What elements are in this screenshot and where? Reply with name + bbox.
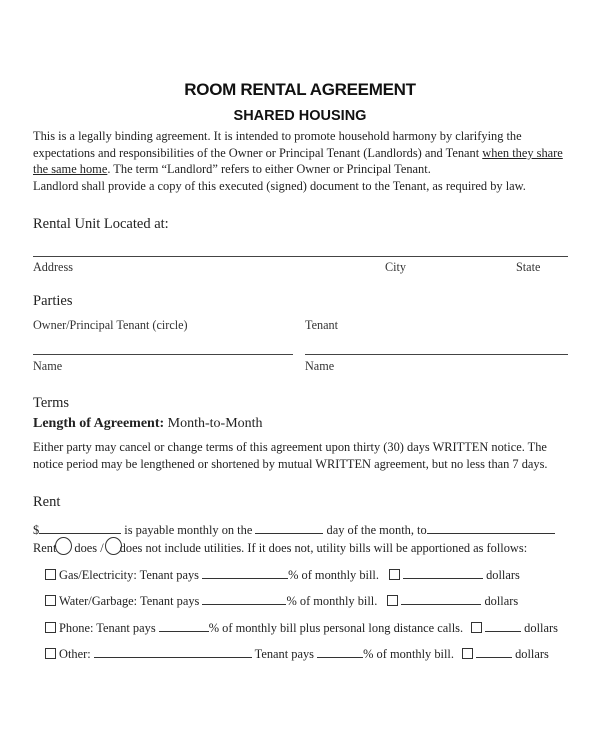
intro-line-4: Landlord shall provide a copy of this executed (signed) document to the Tenant, as required by law. — [33, 179, 526, 193]
utility-other: Other: Tenant pays % of monthly bill. dollars — [45, 646, 549, 662]
rent-heading: Rent — [33, 494, 61, 510]
utility-water-garbage: Water/Garbage: Tenant pays % of monthly bill. dollars — [45, 593, 518, 609]
rent-day-field[interactable] — [255, 522, 323, 534]
address-label: Address — [33, 260, 73, 274]
water-checkbox[interactable] — [45, 595, 56, 606]
does-not-circle-option[interactable] — [105, 537, 122, 555]
owner-name-label: Name — [33, 359, 63, 373]
phone-checkbox[interactable] — [45, 622, 56, 633]
other-checkbox[interactable] — [45, 648, 56, 659]
owner-name-line[interactable] — [33, 354, 293, 355]
other-dollars-field[interactable] — [476, 646, 512, 658]
gas-dollars-checkbox[interactable] — [389, 569, 400, 580]
phone-dollars-field[interactable] — [485, 620, 521, 632]
water-percent-field[interactable] — [202, 593, 286, 605]
owner-label: Owner/Principal Tenant (circle) — [33, 318, 188, 332]
other-percent-field[interactable] — [317, 646, 363, 658]
document-title: ROOM RENTAL AGREEMENT — [184, 80, 416, 99]
utility-phone: Phone: Tenant pays % of monthly bill plus personal long distance calls. dollars — [45, 620, 558, 636]
document-subtitle: SHARED HOUSING — [233, 108, 367, 124]
terms-line-1: Either party may cancel or change terms of this agreement upon thirty (30) days WRITTEN notice. The — [33, 440, 547, 454]
does-circle-option[interactable] — [55, 537, 72, 555]
parties-heading: Parties — [33, 293, 73, 309]
gas-checkbox[interactable] — [45, 569, 56, 580]
water-dollars-checkbox[interactable] — [387, 595, 398, 606]
gas-percent-field[interactable] — [202, 567, 288, 579]
gas-dollars-field[interactable] — [403, 567, 483, 579]
intro-line-3: the same home. The term “Landlord” refers to either Owner or Principal Tenant. — [33, 162, 431, 176]
intro-line-1: This is a legally binding agreement. It is intended to promote household harmony by clarifying the — [33, 129, 522, 143]
tenant-name-label: Name — [305, 359, 335, 373]
other-description-field[interactable] — [94, 646, 252, 658]
other-dollars-checkbox[interactable] — [462, 648, 473, 659]
intro-line-2: expectations and responsibilities of the Owner or Principal Tenant (Landlords) and Tenant when they share — [33, 146, 563, 160]
state-label: State — [516, 260, 541, 274]
rental-unit-heading: Rental Unit Located at: — [33, 216, 169, 232]
terms-line-2: notice period may be lengthened or shortened by mutual WRITTEN agreement, but no less than 7 days. — [33, 457, 548, 471]
phone-percent-field[interactable] — [159, 620, 209, 632]
rent-payee-field[interactable] — [427, 522, 555, 534]
length-of-agreement: Length of Agreement: Month-to-Month — [33, 416, 263, 431]
address-line[interactable] — [33, 256, 568, 257]
city-label: City — [385, 260, 406, 274]
rent-amount-line: $ is payable monthly on the day of the month, to — [33, 522, 555, 538]
rent-amount-field[interactable] — [39, 522, 121, 534]
water-dollars-field[interactable] — [401, 593, 481, 605]
rent-utilities-line: Rent does / does not include utilities. If it does not, utility bills will be apportioned as follows: — [33, 541, 528, 555]
tenant-label: Tenant — [305, 318, 338, 332]
tenant-name-line[interactable] — [305, 354, 568, 355]
terms-heading: Terms — [33, 395, 70, 411]
phone-dollars-checkbox[interactable] — [471, 622, 482, 633]
utility-gas-electric: Gas/Electricity: Tenant pays % of monthly bill. dollars — [45, 567, 520, 583]
